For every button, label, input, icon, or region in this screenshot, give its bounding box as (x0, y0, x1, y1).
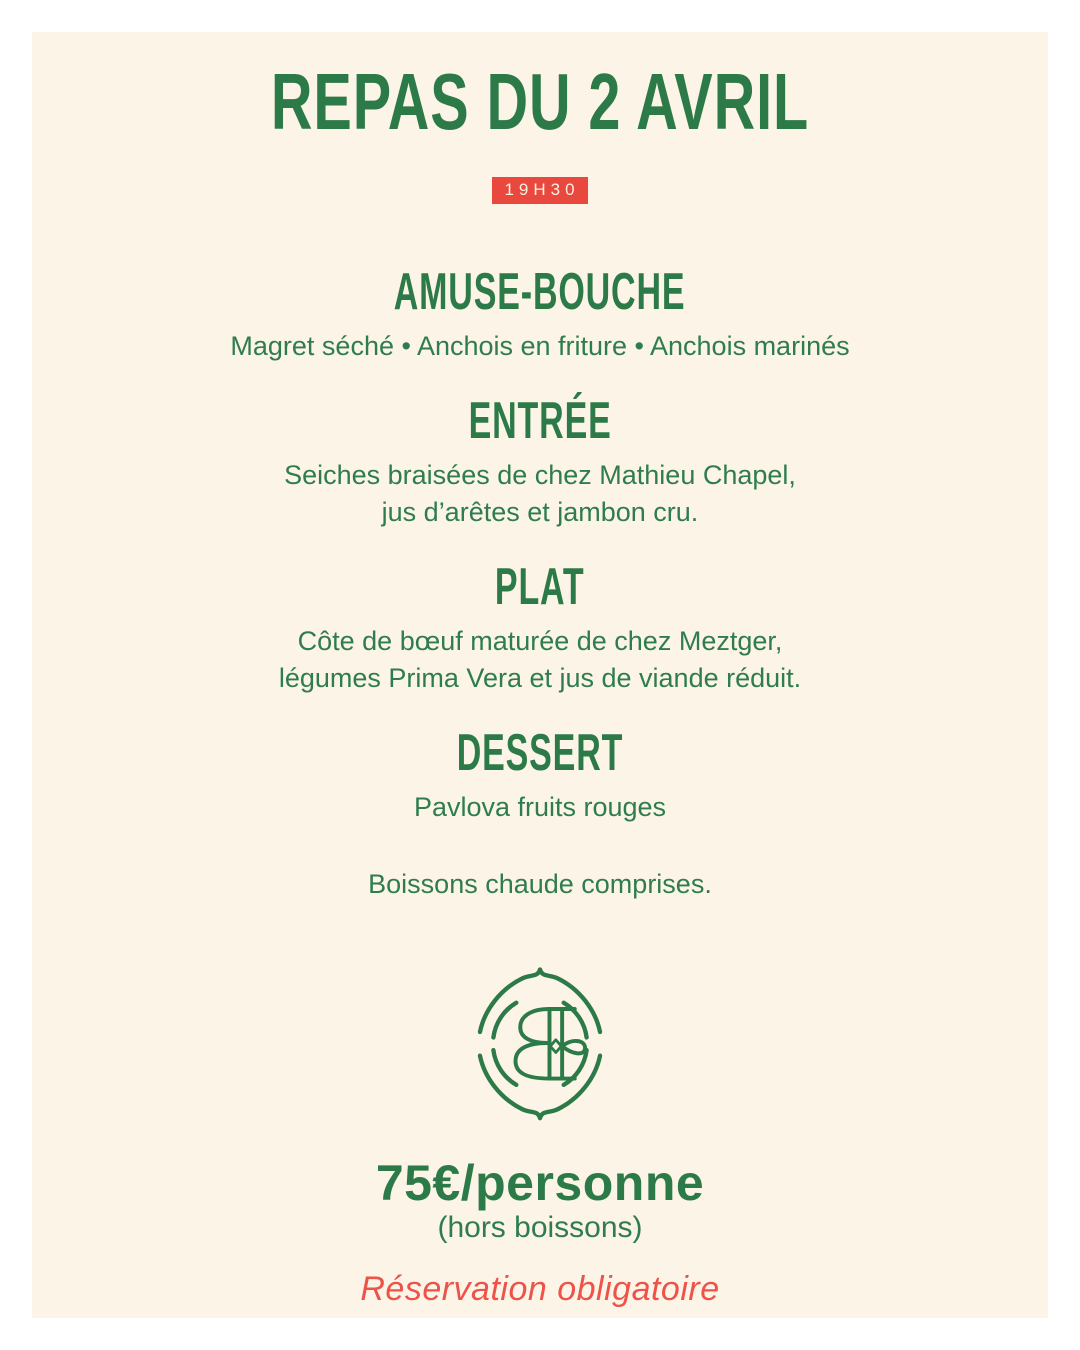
menu-line: Côte de bœuf maturée de chez Meztger, (297, 625, 783, 656)
section-items (279, 623, 801, 697)
logo-monogram (516, 1009, 586, 1079)
reservation-notice: Réservation obligatoire (360, 1269, 720, 1308)
section-dessert (414, 697, 666, 826)
section-heading: ENTRÉE (468, 392, 612, 450)
section-heading: PLAT (495, 558, 585, 616)
menu-card (32, 32, 1048, 1318)
section-heading: DESSERT (456, 724, 624, 782)
section-items (284, 457, 796, 531)
price-note: (hors boissons) (437, 1210, 643, 1244)
section-amuse-bouche (230, 204, 849, 365)
menu-line: Magret séché • Anchois en friture • Anchois marinés (230, 330, 850, 361)
drinks-note: Boissons chaude comprises. (368, 868, 712, 899)
section-entree (284, 365, 796, 531)
section-plat (279, 531, 801, 697)
section-items (230, 328, 849, 365)
be-monogram-logo (460, 964, 620, 1122)
menu-line: jus d’arêtes et jambon cru. (381, 496, 699, 527)
menu-line: Seiches braisées de chez Mathieu Chapel, (284, 459, 796, 490)
menu-line: légumes Prima Vera et jus de viande réduit. (278, 662, 802, 693)
section-items (414, 789, 666, 826)
time-badge: 19H30 (492, 177, 587, 204)
section-heading: AMUSE-BOUCHE (394, 263, 686, 321)
price-per-person: 75€/personne (375, 1154, 705, 1211)
menu-line: Pavlova fruits rouges (413, 791, 667, 822)
page-title: REPAS DU 2 AVRIL (270, 57, 810, 147)
